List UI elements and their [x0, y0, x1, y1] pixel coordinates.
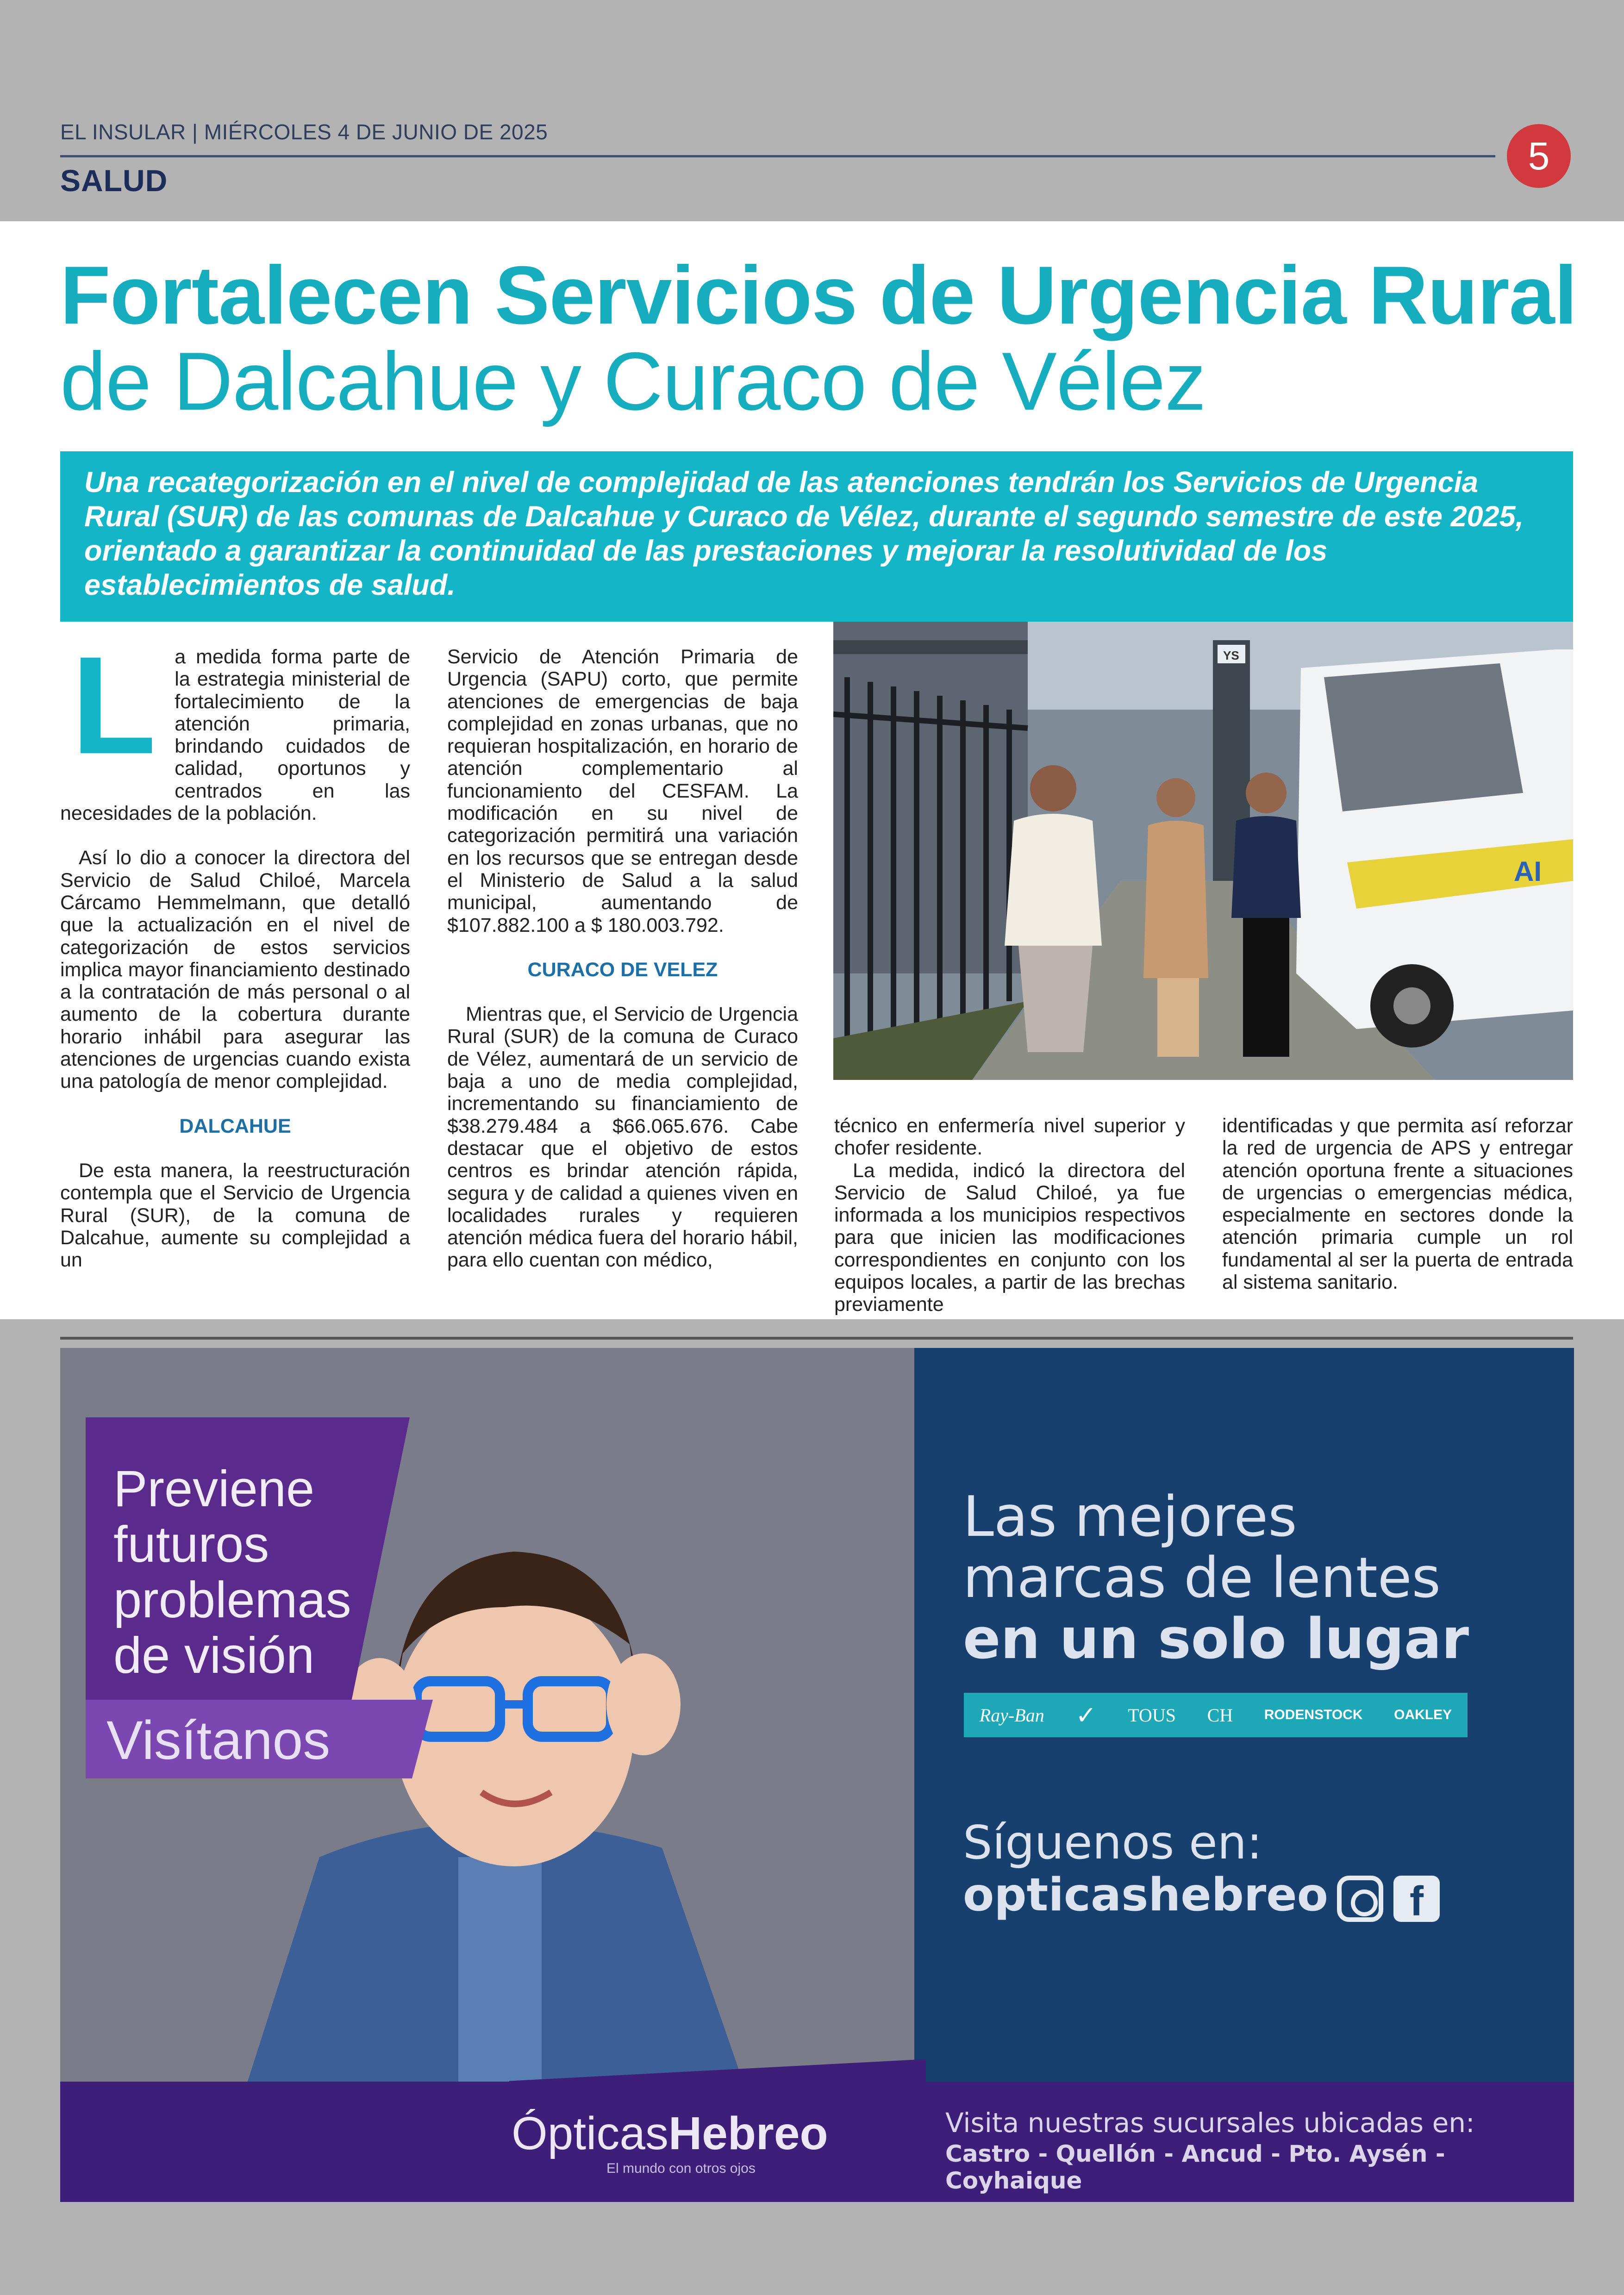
brand-logo: Ray-Ban	[979, 1704, 1044, 1726]
header-rule	[60, 155, 1495, 157]
footer-rule	[60, 1337, 1573, 1340]
photo-illustration	[833, 622, 1573, 1080]
subhead-curaco: CURACO DE VELEZ	[527, 958, 718, 981]
ad-slogan-line: en un solo lugar	[963, 1607, 1469, 1671]
ad-slogan-line: marcas de lentes	[963, 1546, 1441, 1610]
ad-headline	[113, 1461, 410, 1684]
brand-logo: RODENSTOCK	[1264, 1707, 1363, 1722]
ad-slogan-line: Las mejores	[963, 1485, 1297, 1549]
brand-logo: TOUS	[1128, 1704, 1176, 1726]
ad-headline-line: de visión	[113, 1627, 315, 1684]
drop-cap: L	[71, 627, 156, 783]
article-photo	[833, 622, 1573, 1080]
article-column-1	[60, 627, 410, 1272]
ad-slogan	[963, 1487, 1542, 1670]
paragraph: técnico en enfermería nivel superior y chofer residente.	[834, 1115, 1185, 1160]
logo-tagline: El mundo con otros ojos	[606, 2161, 756, 2176]
ad-headline-line: futuros	[113, 1516, 269, 1573]
photo-sign-text: YS	[1223, 649, 1239, 662]
article-column-4	[1222, 1115, 1573, 1293]
instagram-icon	[1337, 1876, 1383, 1922]
ad-headline-line: problemas	[113, 1572, 351, 1628]
deck-text: Una recategorización en el nivel de complejidad de las atenciones tendrán los Servicios de Urgencia Rural (SUR) de las comunas de Dalcahue y Curaco de Vélez, durante el segundo semestre de este 2025, orientado a garantizar la continuidad de las prestaciones y mejorar la resolutividad de los establecimientos de salud.	[84, 466, 1524, 601]
ambulance-text: AI	[1514, 856, 1542, 887]
header-band	[0, 0, 1624, 221]
paragraph: Así lo dio a conocer la directora del Servicio de Salud Chiloé, Marcela Cárcamo Hemmelmann, que detalló que la actualización en el nivel de categorización de estos servicios implica mayor financiamiento destinado a la contratación de más personal o al aumento de la cobertura durante horario inhábil para asegurar las atenciones de urgencias cuando exista una patología de menor complejidad.	[60, 847, 410, 1093]
article-column-3	[834, 1115, 1185, 1316]
ad-brand-panel	[914, 1348, 1574, 2202]
paragraph: a medida forma parte de la estrategia ministerial de fortalecimiento de la atención primaria, brindando cuidados de calidad, oportunos y centrados en las necesidades de la población.	[60, 646, 410, 825]
paragraph: identificadas y que permita así reforzar la red de urgencia de APS y entregar atención oportuna frente a situaciones de urgencias o emergencias médica, especialmente en sectores donde la atención primaria cumple un rol fundamental al ser la puerta de entrada al sistema sanitario.	[1222, 1115, 1573, 1294]
paragraph: Mientras que, el Servicio de Urgencia Rural (SUR) de la comuna de Curaco de Vélez, aumentará de un servicio de baja a uno de media complejidad, incrementando su financiamiento de $38.279.484 a $66.065.676. Cabe destacar que el objetivo de estos centros es brindar atención rápida, segura y de calidad a quienes viven en localidades rurales y requieren atención médica fuera del horario hábil, para ello cuentan con médico,	[447, 1003, 798, 1272]
brand-logo: CH	[1207, 1704, 1233, 1726]
brand-logo: OAKLEY	[1394, 1707, 1452, 1722]
headline-regular: de Dalcahue y Curaco de Vélez	[60, 335, 1206, 427]
optics-logo	[512, 2107, 828, 2160]
article-column-2	[447, 646, 798, 1272]
page-number-badge: 5	[1507, 124, 1571, 188]
section-label: SALUD	[60, 163, 168, 198]
logo-light-text: Ópticas	[512, 2108, 669, 2159]
paragraph: Servicio de Atención Primaria de Urgencia (SAPU) corto, que permite atenciones de emergencias de baja complejidad en zonas urbanas, que no requieran hospitalización, en horario de atención complementario al funcionamiento del CESFAM. La modificación en su nivel de categorización permitirá una variación en los recursos que se entregan desde el Ministerio de Salud a la salud municipal, aumentando de $107.882.100 a $ 180.003.792.	[447, 646, 798, 936]
social-handle: opticashebreo	[963, 1869, 1328, 1921]
branches-label: Visita nuestras sucursales ubicadas en:	[945, 2107, 1475, 2139]
paragraph: De esta manera, la reestructuración contempla que el Servicio de Urgencia Rural (SUR), de la comuna de Dalcahue, aumente su complejidad a un	[60, 1159, 410, 1272]
headline	[60, 249, 1588, 427]
subhead-dalcahue: DALCAHUE	[179, 1115, 291, 1137]
branches-list: Castro - Quellón - Ancud - Pto. Aysén - Coyhaique	[945, 2140, 1445, 2194]
advertisement	[60, 1348, 1574, 2202]
ad-cta: Visítanos	[106, 1710, 331, 1771]
facebook-icon: f	[1393, 1876, 1440, 1922]
nike-swoosh-icon: ✓	[1075, 1701, 1097, 1729]
running-head: EL INSULAR | MIÉRCOLES 4 DE JUNIO DE 2025	[60, 120, 548, 144]
paragraph: La medida, indicó la directora del Servicio de Salud Chiloé, ya fue informada a los municipios respectivos para que inicien las modificaciones correspondientes en conjunto con los equipos locales, a partir de las brechas previamente	[834, 1159, 1185, 1316]
follow-label: Síguenos en:	[963, 1815, 1262, 1870]
headline-bold: Fortalecen Servicios de Urgencia Rural	[60, 249, 1577, 341]
brand-logos-strip	[964, 1693, 1468, 1737]
logo-bold-text: Hebreo	[668, 2108, 828, 2159]
ad-headline-line: Previene	[113, 1460, 315, 1517]
